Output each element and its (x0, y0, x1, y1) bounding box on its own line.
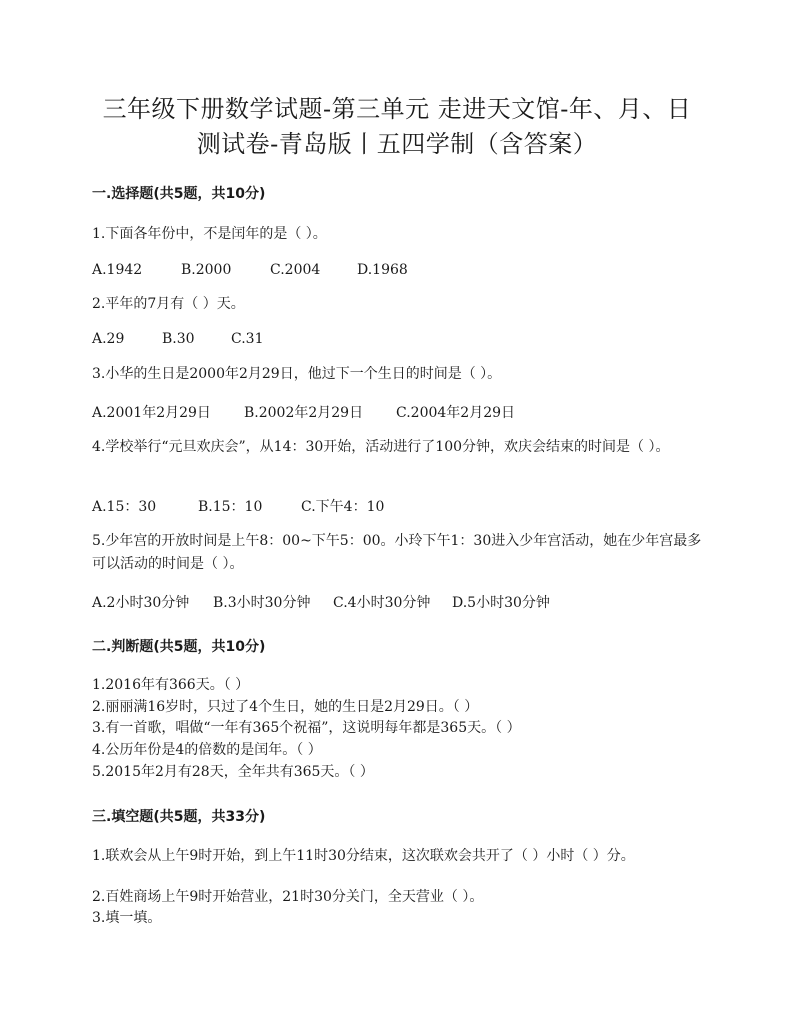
option-c: C.2004年2月29日 (396, 405, 516, 421)
question-1-1-options (92, 262, 408, 278)
option-d: D.1968 (357, 262, 408, 278)
section-heading-choice: 一.选择题(共5题，共10分) (92, 186, 266, 202)
fill-in-question-1: 1.联欢会从上午9时开始，到上午11时30分结束，这次联欢会共开了（ ）小时（ ）分。 (92, 848, 635, 864)
question-1-4: 4.学校举行“元旦欢庆会”，从14：30开始，活动进行了100分钟，欢庆会结束的时间是（ ）。 (92, 439, 670, 455)
option-c: C.31 (231, 331, 264, 347)
question-1-2: 2.平年的7月有（ ）天。 (92, 296, 245, 312)
option-d: D.5小时30分钟 (452, 595, 550, 611)
option-a: A.29 (92, 331, 125, 347)
question-1-3-options (92, 402, 515, 422)
option-c: C.4小时30分钟 (333, 595, 431, 611)
option-c: C.2004 (270, 262, 321, 278)
true-false-item-4: 4.公历年份是4的倍数的是闰年。（ ） (92, 742, 322, 758)
section-heading-true-false: 二.判断题(共5题，共10分) (92, 639, 266, 655)
option-a: A.2001年2月29日 (92, 405, 211, 421)
option-a: A.2小时30分钟 (92, 595, 190, 611)
document-title-line-2: 测试卷-青岛版丨五四学制（含答案） (196, 130, 598, 158)
document-title-line-1: 三年级下册数学试题-第三单元 走进天文馆-年、月、日 (102, 95, 692, 123)
option-c: C.下午4：10 (301, 499, 385, 515)
fill-in-question-3: 3.填一填。 (92, 910, 162, 926)
question-1-5-options (92, 592, 550, 612)
option-b: B.15：10 (198, 499, 263, 515)
option-b: B.2000 (181, 262, 232, 278)
option-a: A.15：30 (92, 499, 157, 515)
option-b: B.2002年2月29日 (244, 405, 364, 421)
question-1-3: 3.小华的生日是2000年2月29日，他过下一个生日的时间是（ ）。 (92, 366, 502, 382)
true-false-item-5: 5.2015年2月有28天，全年共有365天。（ ） (92, 764, 374, 780)
option-b: B.3小时30分钟 (213, 595, 311, 611)
option-a: A.1942 (92, 262, 143, 278)
true-false-item-1: 1.2016年有366天。（ ） (92, 677, 250, 693)
fill-in-question-2: 2.百姓商场上午9时开始营业，21时30分关门，全天营业（ ）。 (92, 889, 484, 905)
question-1-5: 5.少年宫的开放时间是上午8：00~下午5：00。小玲下午1：30进入少年宫活动，她在少年宫最多可以活动的时间是（ ）。 (92, 533, 702, 572)
true-false-item-3: 3.有一首歌，唱做“一年有365个祝福”，这说明每年都是365天。（ ） (92, 720, 521, 736)
option-b: B.30 (162, 331, 195, 347)
question-1-1: 1.下面各年份中，不是闰年的是（ ）。 (92, 226, 327, 242)
question-1-4-options (92, 496, 384, 516)
true-false-item-2: 2.丽丽满16岁时，只过了4个生日，她的生日是2月29日。（ ） (92, 699, 479, 715)
question-1-2-options (92, 331, 263, 347)
section-heading-fill-in: 三.填空题(共5题，共33分) (92, 809, 266, 825)
